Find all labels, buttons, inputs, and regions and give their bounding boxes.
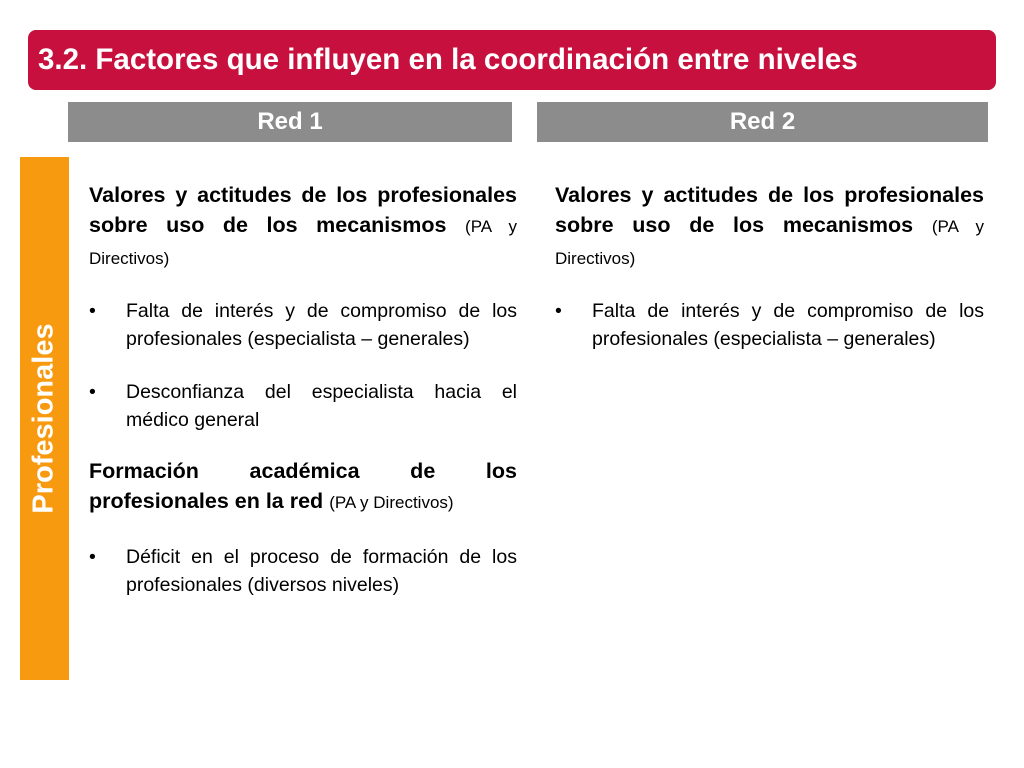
bullet-icon: • — [89, 546, 96, 568]
column-red-2 — [555, 180, 984, 353]
column-red-1 — [89, 180, 517, 599]
bullet-list — [89, 298, 517, 434]
section-heading-note: (PA y Directivos) — [89, 217, 517, 268]
section-heading — [555, 180, 984, 274]
bullet-list — [555, 298, 984, 353]
bullet-item — [89, 298, 517, 353]
column-header-red-1: Red 1 — [68, 102, 512, 142]
section-heading-text: Formación académica de los profesionales en la red — [89, 459, 517, 513]
section-heading-note: (PA y Directivos) — [329, 493, 454, 512]
section-heading — [89, 180, 517, 274]
bullet-text: Falta de interés y de compromiso de los profesionales (especialista – generales) — [126, 300, 517, 350]
bullet-item — [89, 379, 517, 434]
bullet-text: Desconfianza del especialista hacia el médico general — [126, 381, 517, 431]
bullet-text: Déficit en el proceso de formación de los profesionales (diversos niveles) — [126, 546, 517, 596]
section-heading-text: Valores y actitudes de los profesionales sobre uso de los mecanismos — [555, 183, 984, 237]
slide-title: 3.2. Factores que influyen en la coordinación entre niveles — [38, 43, 858, 76]
bullet-list — [89, 544, 517, 599]
bullet-icon: • — [89, 300, 96, 322]
section-heading — [89, 456, 517, 518]
column-header-red-2: Red 2 — [537, 102, 988, 142]
title-bar — [28, 30, 996, 90]
bullet-item — [89, 544, 517, 599]
bullet-icon: • — [89, 381, 96, 403]
section-heading-note: (PA y Directivos) — [555, 217, 984, 268]
side-label-text: Profesionales — [28, 323, 60, 514]
bullet-text: Falta de interés y de compromiso de los profesionales (especialista – generales) — [592, 300, 984, 350]
bullet-item — [555, 298, 984, 353]
section-heading-text: Valores y actitudes de los profesionales sobre uso de los mecanismos — [89, 183, 517, 237]
bullet-icon: • — [555, 300, 562, 322]
side-label-bar — [20, 157, 69, 680]
